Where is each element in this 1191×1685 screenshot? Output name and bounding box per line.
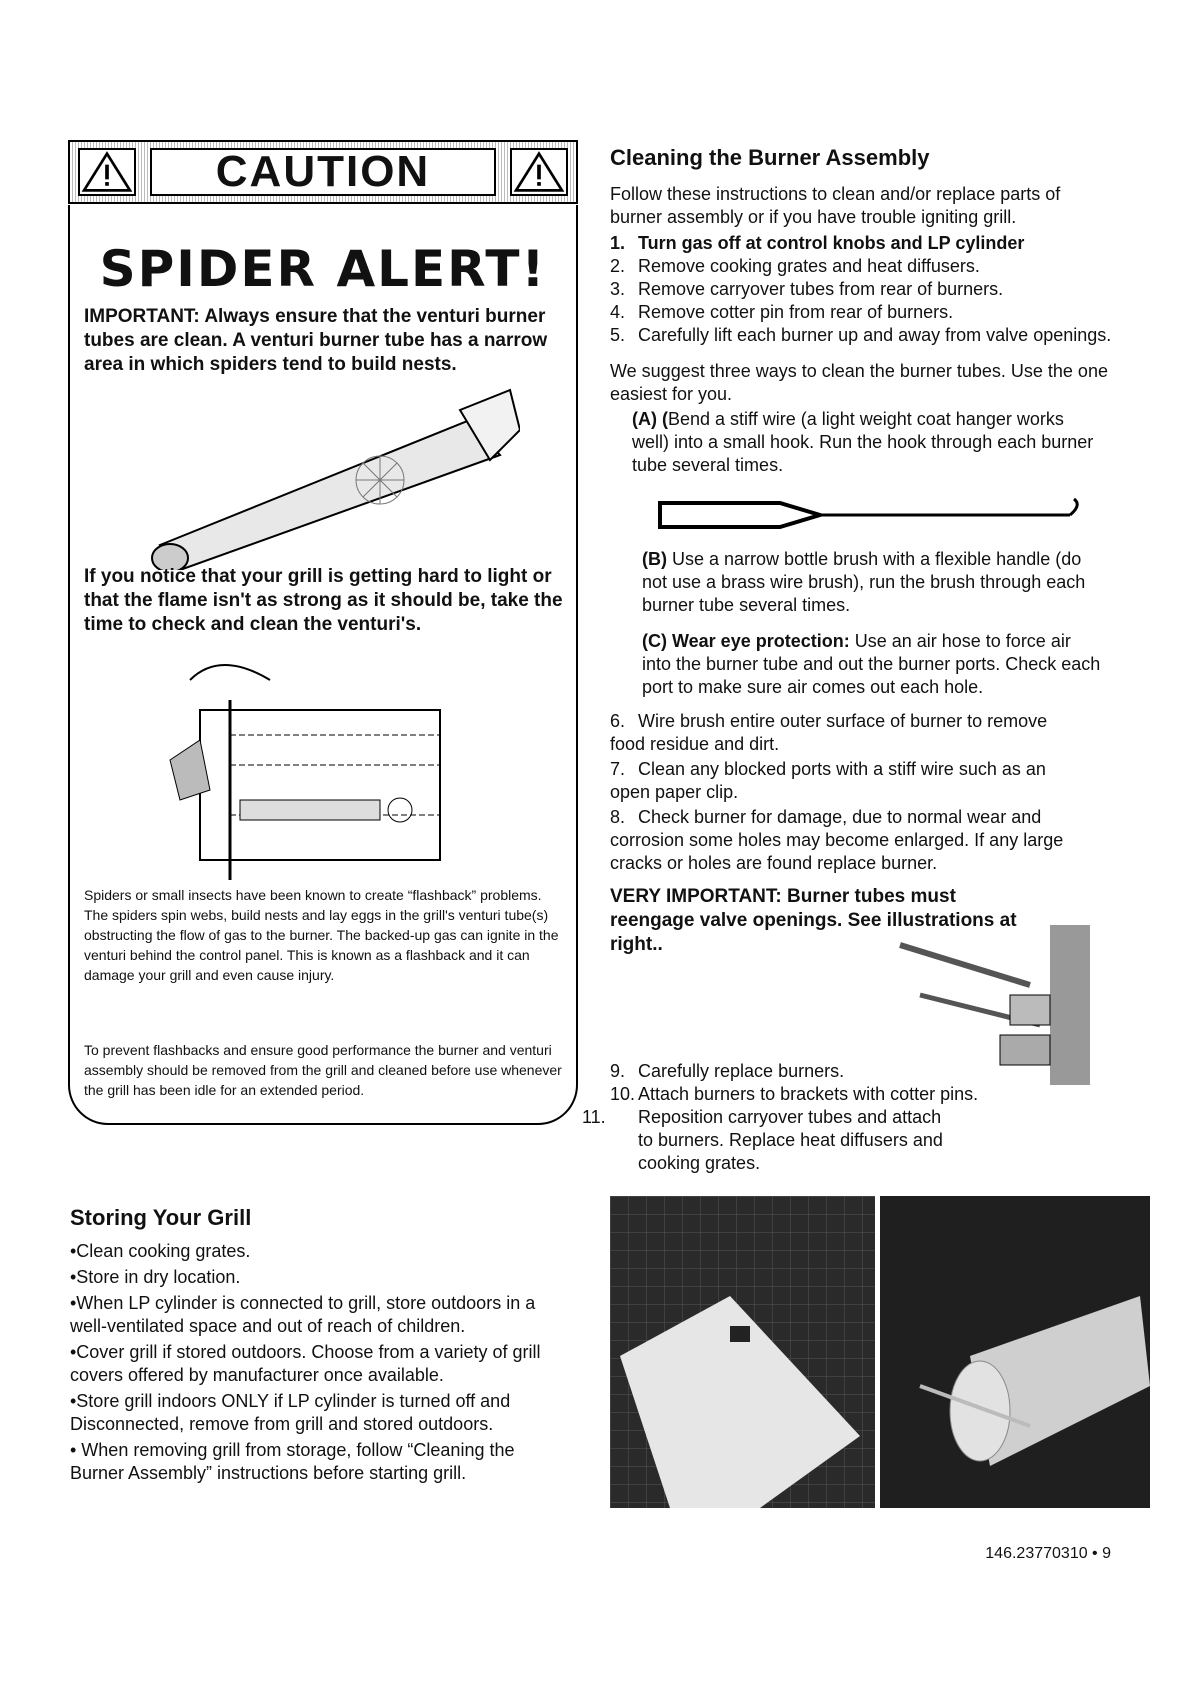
step-5: 5. Carefully lift each burner up and away from valve openings. (610, 325, 1112, 345)
step-8: 8. Check burner for damage, due to normal wear and corrosion some holes may become enlarged. If any large cracks or holes are found replace burner. (610, 807, 1064, 873)
spider-note-prevent: To prevent flashbacks and ensure good performance the burner and venturi assembly should be removed from the grill and cleaned before use whenever the grill has been idle for an extended period. (84, 1042, 562, 1098)
step-4: 4. Remove cotter pin from rear of burners. (610, 302, 954, 322)
step-11: 11. Reposition carryover tubes and attach to burners. Replace heat diffusers and cooking grates. (582, 1107, 943, 1173)
storing-item: •When LP cylinder is connected to grill, store outdoors in a well-ventilated space and out of reach of children. (70, 1293, 536, 1336)
cleaning-intro: Follow these instructions to clean and/or replace parts of burner assembly or if you have trouble igniting grill. (610, 184, 1061, 227)
spider-important-text: IMPORTANT: Always ensure that the venturi burner tubes are clean. A venturi burner tube has a narrow area in which spiders tend to build nests. (84, 306, 548, 375)
storing-item: •Store in dry location. (70, 1267, 241, 1287)
storing-heading: Storing Your Grill (70, 1205, 252, 1230)
storing-item: •Store grill indoors ONLY if LP cylinder is turned off and Disconnected, remove from grill and stored outdoors. (70, 1391, 511, 1434)
page-number: 146.23770310 • 9 (985, 1545, 1111, 1562)
grill-venturi-diagram (160, 650, 460, 880)
cleaning-heading: Cleaning the Burner Assembly (610, 145, 930, 170)
caution-label: CAUTION (150, 148, 496, 196)
step-7: 7. Clean any blocked ports with a stiff wire such as an open paper clip. (610, 759, 1046, 802)
method-c: (C) Wear eye protection: Use an air hose to force air into the burner tube and out the burner ports. Check each port to make sure air comes out each hole. (642, 631, 1101, 697)
warning-triangle-icon (78, 148, 136, 196)
step-9: 9. Carefully replace burners. (610, 1061, 845, 1081)
step-3: 3. Remove carryover tubes from rear of burners. (610, 279, 1004, 299)
venturi-tube-illustration (140, 370, 520, 570)
cleaning-steps-1 (610, 232, 1120, 347)
wire-hook-illustration (650, 495, 1090, 535)
step-2: 2. Remove cooking grates and heat diffusers. (610, 256, 980, 276)
spider-alert-title: SPIDER ALERT! (99, 240, 547, 298)
storing-item: • When removing grill from storage, follow “Cleaning the Burner Assembly” instructions before starting grill. (70, 1440, 515, 1483)
burner-valve-photo (880, 1196, 1150, 1508)
method-a: (A) (Bend a stiff wire (a light weight coat hanger works well) into a small hook. Run the hook through each burner tube several times. (632, 409, 1094, 475)
storing-item: •Cover grill if stored outdoors. Choose from a variety of grill covers offered by manufacturer once available. (70, 1342, 541, 1385)
caution-banner (68, 140, 578, 204)
storing-list (70, 1240, 570, 1488)
bracket-photo (610, 1196, 875, 1508)
method-b: (B) Use a narrow bottle brush with a flexible handle (do not use a brass wire brush), run the brush through each burner tube several times. (642, 549, 1086, 615)
step-1: 1. Turn gas off at control knobs and LP cylinder (610, 233, 1025, 253)
cleaning-steps-2 (610, 710, 1080, 875)
spider-note-flashback: Spiders or small insects have been known to create “flashback” problems. The spiders spin webs, build nests and lay eggs in the grill's venturi tube(s) obstructing the flow of gas to the burner. The backed-up gas can ignite in the venturi behind the control panel. This is known as a flashback and it can damage your grill and even cause injury. (84, 887, 559, 983)
cleaning-suggest: We suggest three ways to clean the burner tubes. Use the one easiest for you. (610, 361, 1108, 404)
warning-triangle-icon (510, 148, 568, 196)
step-10: 10. Attach burners to brackets with cotter pins. (610, 1084, 979, 1104)
step-6: 6. Wire brush entire outer surface of burner to remove food residue and dirt. (610, 711, 1048, 754)
spider-notice-text: If you notice that your grill is getting hard to light or that the flame isn't as strong as it should be, take the time to check and clean the venturi's. (84, 566, 563, 635)
storing-item: •Clean cooking grates. (70, 1241, 251, 1261)
very-important-note: VERY IMPORTANT: Burner tubes must reengage valve openings. See illustrations at right.. (610, 886, 1017, 955)
cleaning-steps-3 (582, 1060, 1050, 1175)
